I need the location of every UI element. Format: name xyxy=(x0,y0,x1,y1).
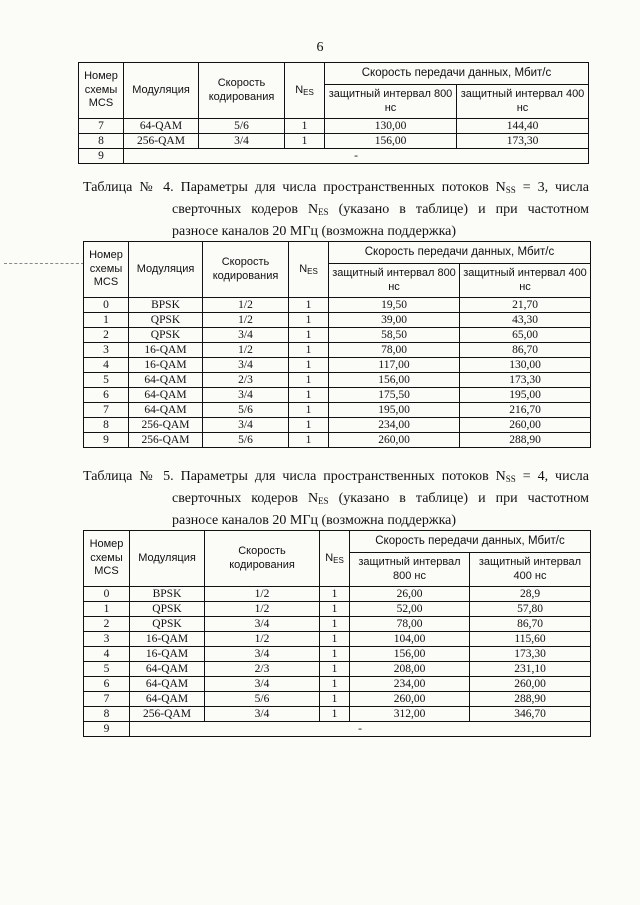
cell-nes: 1 xyxy=(289,418,329,433)
cell-rate-gi400: 195,00 xyxy=(460,388,591,403)
cell-nes: 1 xyxy=(320,587,350,602)
cell-rate-gi400: 173,30 xyxy=(457,134,589,149)
cell-rate-gi400: 216,70 xyxy=(460,403,591,418)
table-row xyxy=(84,388,591,403)
cell-nes: 1 xyxy=(289,403,329,418)
cell-rate-gi400: 260,00 xyxy=(460,418,591,433)
header-gi400: защитный интервал 400 нс xyxy=(460,264,591,298)
header-coding-rate: Скорость кодирования xyxy=(199,63,285,119)
cell-mcs: 6 xyxy=(84,677,130,692)
table-row xyxy=(84,617,591,632)
cell-mcs: 7 xyxy=(79,119,124,134)
cell-rate-gi800: 58,50 xyxy=(329,328,460,343)
cell-merged-note: - xyxy=(124,149,589,164)
header-modulation: Модуляция xyxy=(130,531,205,587)
cell-coding-rate: 3/4 xyxy=(203,328,289,343)
cell-rate-gi400: 173,30 xyxy=(470,647,591,662)
cell-coding-rate: 3/4 xyxy=(203,418,289,433)
table-row xyxy=(84,647,591,662)
table-row xyxy=(84,722,591,737)
cell-rate-gi400: 130,00 xyxy=(460,358,591,373)
cell-modulation: 16-QAM xyxy=(130,632,205,647)
cell-rate-gi800: 260,00 xyxy=(350,692,470,707)
cell-rate-gi400: 260,00 xyxy=(470,677,591,692)
cell-rate-gi400: 115,60 xyxy=(470,632,591,647)
table-5 xyxy=(83,530,591,737)
cell-nes: 1 xyxy=(320,662,350,677)
cell-coding-rate: 5/6 xyxy=(203,403,289,418)
cell-modulation: 16-QAM xyxy=(129,343,203,358)
cell-coding-rate: 1/2 xyxy=(203,313,289,328)
cell-mcs: 2 xyxy=(84,328,129,343)
table-row xyxy=(84,328,591,343)
cell-coding-rate: 3/4 xyxy=(205,707,320,722)
header-gi800: защитный интервал 800 нс xyxy=(329,264,460,298)
table-row xyxy=(84,632,591,647)
header-gi400: защитный интервал 400 нс xyxy=(457,85,589,119)
cell-nes: 1 xyxy=(285,119,325,134)
cell-rate-gi400: 86,70 xyxy=(460,343,591,358)
table-row xyxy=(84,403,591,418)
header-rate-group: Скорость передачи данных, Мбит/с xyxy=(329,242,591,264)
cell-modulation: BPSK xyxy=(130,587,205,602)
page-number: 6 xyxy=(316,40,324,55)
header-nes: $N_{ES}$ xyxy=(289,242,329,298)
cell-nes: 1 xyxy=(289,358,329,373)
cell-modulation: 256-QAM xyxy=(130,707,205,722)
header-gi400: защитный интервал 400 нс xyxy=(470,553,591,587)
cell-coding-rate: 3/4 xyxy=(205,647,320,662)
cell-nes: 1 xyxy=(289,373,329,388)
cell-rate-gi800: 260,00 xyxy=(329,433,460,448)
cell-coding-rate: 3/4 xyxy=(203,388,289,403)
cell-mcs: 2 xyxy=(84,617,130,632)
cell-modulation: 64-QAM xyxy=(130,677,205,692)
cell-nes: 1 xyxy=(289,388,329,403)
table-row xyxy=(79,149,589,164)
table-row xyxy=(84,662,591,677)
table-4-caption: Таблица № 4. Параметры для числа пространственных потоков $N_{SS} = 3$, числа сверточных кодеров $N_{ES}$ (указано в таблице) и при частотном разносе каналов 20 МГц (возможна поддержка) xyxy=(83,180,590,239)
table-row xyxy=(84,692,591,707)
scan-artifact-line xyxy=(4,263,84,264)
cell-rate-gi400: 21,70 xyxy=(460,298,591,313)
cell-mcs: 4 xyxy=(84,358,129,373)
cell-nes: 1 xyxy=(289,343,329,358)
cell-mcs: 8 xyxy=(84,707,130,722)
cell-modulation: QPSK xyxy=(129,313,203,328)
cell-modulation: 256-QAM xyxy=(129,433,203,448)
table-3-continuation xyxy=(78,62,589,164)
table-4 xyxy=(83,241,591,448)
cell-nes: 1 xyxy=(320,692,350,707)
cell-coding-rate: 1/2 xyxy=(203,343,289,358)
cell-coding-rate: 1/2 xyxy=(203,298,289,313)
cell-rate-gi400: 144,40 xyxy=(457,119,589,134)
header-rate-group: Скорость передачи данных, Мбит/с xyxy=(325,63,589,85)
cell-mcs: 3 xyxy=(84,632,130,647)
cell-mcs: 9 xyxy=(84,433,129,448)
cell-mcs: 9 xyxy=(84,722,130,737)
cell-rate-gi800: 39,00 xyxy=(329,313,460,328)
table-3-body xyxy=(79,119,589,164)
header-modulation: Модуляция xyxy=(124,63,199,119)
cell-coding-rate: 5/6 xyxy=(203,433,289,448)
header-coding-rate: Скорость кодирования xyxy=(203,242,289,298)
table-row xyxy=(79,119,589,134)
table-5-caption: Таблица № 5. Параметры для числа пространственных потоков $N_{SS} = 4$, числа сверточных кодеров $N_{ES}$ (указано в таблице) и при частотном разносе каналов 20 МГц (возможна поддержка) xyxy=(83,469,590,528)
cell-rate-gi400: 173,30 xyxy=(460,373,591,388)
cell-modulation: QPSK xyxy=(129,328,203,343)
cell-rate-gi800: 52,00 xyxy=(350,602,470,617)
cell-rate-gi400: 65,00 xyxy=(460,328,591,343)
cell-mcs: 1 xyxy=(84,602,130,617)
cell-coding-rate: 1/2 xyxy=(205,602,320,617)
table-row xyxy=(84,373,591,388)
header-mcs: Номер схемы MCS xyxy=(79,63,124,119)
cell-rate-gi400: 288,90 xyxy=(470,692,591,707)
cell-nes: 1 xyxy=(320,617,350,632)
cell-coding-rate: 3/4 xyxy=(199,134,285,149)
table-row xyxy=(84,418,591,433)
header-nes: $N_{ES}$ xyxy=(285,63,325,119)
header-coding-rate: Скорость кодирования xyxy=(205,531,320,587)
cell-nes: 1 xyxy=(320,647,350,662)
cell-rate-gi800: 234,00 xyxy=(350,677,470,692)
table-row xyxy=(84,433,591,448)
cell-modulation: 16-QAM xyxy=(130,647,205,662)
cell-nes: 1 xyxy=(289,433,329,448)
cell-rate-gi800: 130,00 xyxy=(325,119,457,134)
header-modulation: Модуляция xyxy=(129,242,203,298)
cell-nes: 1 xyxy=(320,677,350,692)
cell-rate-gi400: 57,80 xyxy=(470,602,591,617)
cell-modulation: QPSK xyxy=(130,602,205,617)
cell-rate-gi800: 234,00 xyxy=(329,418,460,433)
cell-rate-gi400: 43,30 xyxy=(460,313,591,328)
cell-coding-rate: 3/4 xyxy=(203,358,289,373)
header-mcs: Номер схемы MCS xyxy=(84,242,129,298)
cell-coding-rate: 2/3 xyxy=(205,662,320,677)
cell-mcs: 5 xyxy=(84,373,129,388)
header-nes: $N_{ES}$ xyxy=(320,531,350,587)
cell-nes: 1 xyxy=(320,602,350,617)
table-row xyxy=(84,707,591,722)
header-rate-group: Скорость передачи данных, Мбит/с xyxy=(350,531,591,553)
cell-rate-gi800: 195,00 xyxy=(329,403,460,418)
cell-modulation: 64-QAM xyxy=(130,692,205,707)
cell-modulation: 256-QAM xyxy=(124,134,199,149)
cell-mcs: 0 xyxy=(84,298,129,313)
cell-rate-gi800: 312,00 xyxy=(350,707,470,722)
table-row xyxy=(84,602,591,617)
cell-mcs: 8 xyxy=(79,134,124,149)
cell-rate-gi400: 288,90 xyxy=(460,433,591,448)
header-gi800: защитный интервал 800 нс xyxy=(325,85,457,119)
cell-coding-rate: 3/4 xyxy=(205,617,320,632)
cell-mcs: 5 xyxy=(84,662,130,677)
cell-mcs: 7 xyxy=(84,692,130,707)
header-mcs: Номер схемы MCS xyxy=(84,531,130,587)
cell-rate-gi400: 28,9 xyxy=(470,587,591,602)
table-row xyxy=(79,134,589,149)
cell-modulation: 64-QAM xyxy=(129,388,203,403)
cell-coding-rate: 1/2 xyxy=(205,587,320,602)
cell-rate-gi800: 19,50 xyxy=(329,298,460,313)
cell-nes: 1 xyxy=(289,328,329,343)
header-gi800: защитный интервал 800 нс xyxy=(350,553,470,587)
table-row xyxy=(84,313,591,328)
cell-merged-note: - xyxy=(130,722,591,737)
cell-coding-rate: 5/6 xyxy=(199,119,285,134)
cell-nes: 1 xyxy=(320,707,350,722)
table-row xyxy=(84,587,591,602)
cell-nes: 1 xyxy=(320,632,350,647)
cell-rate-gi800: 156,00 xyxy=(329,373,460,388)
cell-mcs: 3 xyxy=(84,343,129,358)
cell-rate-gi800: 208,00 xyxy=(350,662,470,677)
cell-coding-rate: 1/2 xyxy=(205,632,320,647)
table-4-body xyxy=(84,298,591,448)
table-row xyxy=(84,298,591,313)
cell-rate-gi800: 175,50 xyxy=(329,388,460,403)
cell-mcs: 1 xyxy=(84,313,129,328)
table-row xyxy=(84,677,591,692)
cell-modulation: QPSK xyxy=(130,617,205,632)
cell-rate-gi800: 78,00 xyxy=(350,617,470,632)
cell-modulation: 256-QAM xyxy=(129,418,203,433)
cell-mcs: 7 xyxy=(84,403,129,418)
cell-rate-gi400: 346,70 xyxy=(470,707,591,722)
cell-nes: 1 xyxy=(289,298,329,313)
cell-mcs: 8 xyxy=(84,418,129,433)
cell-rate-gi800: 78,00 xyxy=(329,343,460,358)
cell-modulation: 64-QAM xyxy=(129,403,203,418)
cell-mcs: 6 xyxy=(84,388,129,403)
cell-modulation: 64-QAM xyxy=(129,373,203,388)
cell-rate-gi400: 231,10 xyxy=(470,662,591,677)
cell-nes: 1 xyxy=(285,134,325,149)
cell-mcs: 0 xyxy=(84,587,130,602)
table-row xyxy=(84,343,591,358)
cell-rate-gi800: 104,00 xyxy=(350,632,470,647)
cell-modulation: BPSK xyxy=(129,298,203,313)
cell-mcs: 9 xyxy=(79,149,124,164)
cell-modulation: 64-QAM xyxy=(124,119,199,134)
cell-nes: 1 xyxy=(289,313,329,328)
cell-coding-rate: 5/6 xyxy=(205,692,320,707)
cell-modulation: 64-QAM xyxy=(130,662,205,677)
cell-coding-rate: 3/4 xyxy=(205,677,320,692)
cell-rate-gi800: 117,00 xyxy=(329,358,460,373)
cell-rate-gi800: 156,00 xyxy=(325,134,457,149)
cell-coding-rate: 2/3 xyxy=(203,373,289,388)
cell-rate-gi800: 26,00 xyxy=(350,587,470,602)
table-5-body xyxy=(84,587,591,737)
cell-modulation: 16-QAM xyxy=(129,358,203,373)
cell-rate-gi800: 156,00 xyxy=(350,647,470,662)
table-row xyxy=(84,358,591,373)
cell-rate-gi400: 86,70 xyxy=(470,617,591,632)
cell-mcs: 4 xyxy=(84,647,130,662)
